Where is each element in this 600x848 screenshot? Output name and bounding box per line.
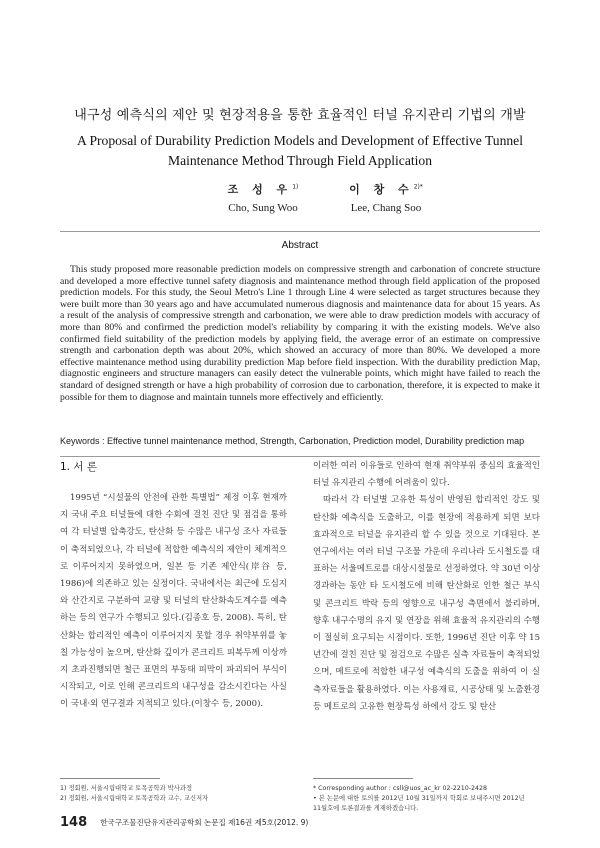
keywords-bottom-rule [60,456,540,457]
footnote: • 본 논문에 대한 토의를 2012년 10월 31일까지 학회로 보내주시면 2012년 [313,795,525,802]
author-1-mark: 1) [292,183,299,191]
body-paragraph: 이러한 여러 이유들로 인하여 현재 취약부위 중심의 효율적인 터널 유지관리 수행에 어려움이 있다. [313,461,540,489]
footnote-rule-left [60,778,160,779]
author-2-name-english: Lee, Chang Soo [350,202,422,214]
author-2-mark: 2)* [413,183,423,191]
author-2 [311,181,461,214]
body-paragraph: 1995년 “시설물의 안전에 관한 특별법” 제정 이후 현재까지 국내 주요 터널들에 대한 수회에 걸친 진단 및 점검을 통하여 각 터널별 압축강도, 탄산화 등 수많은 내구성 조사 자료들이 축적되었으나, 각 터널에 적합한 예측식의 제안이 체계적으로 이루어지지 못하였으며, 일본 등 기존 제안식(岸谷 등, 1986)에 의존하고 있는 실정이다. 국내에서는 최근에 도심지와 산간지로 구분하여 교량 및 터널의 탄산화속도계수를 예측하는 등의 연구가 수행되고 있다.(김종호 등, 2008). 특히, 탄산화는 합리적인 예측이 이루어지지 못할 경우 취약부위를 놓칠 가능성이 높으며, 탄산화 깊이가 콘크리트 피복두께 이상까지 초과진행되면 철근 표면의 부동태 피막이 파괴되어 부식이 시작되고, 이로 인해 콘크리트의 내구성을 감소시킨다는 사실이 국내·외 연구결과 지적되고 있다.(이창수 등, 2000). [60,493,287,710]
keywords-label: Keywords : [60,436,108,446]
section-heading-introduction: 1. 서 론 [60,461,97,473]
body-column-left [60,490,287,714]
keywords-text: Effective tunnel maintenance method, Strength, Carbonation, Prediction model, Durability prediction map [107,436,525,446]
page-number: 148 [60,815,88,830]
keywords [60,436,550,446]
footnote: 11월호에 토론결과를 게재하겠습니다. [313,805,419,812]
author-2-name-korean: 이 창 수$^{2)*}$ [349,183,423,196]
page-footer [60,812,460,831]
abstract-top-rule [60,231,540,232]
footnotes-right [313,784,543,814]
footnote-rule-right [313,778,413,779]
footnote: 1) 정회원, 서울시립대학교 토목공학과 박사과정 [60,785,193,792]
footnotes-left [60,784,290,804]
body-paragraph: 따라서 각 터널별 고유한 특성이 반영된 합리적인 강도 및 탄산화 예측식을 도출하고, 이를 현장에 적용하게 되면 보다 효과적으로 터널을 유지관리 할 수 있을 것으로 기대된다. 본 연구에서는 여러 터널 구조물 가운데 우리나라 도시철도를 대표하는 서울메트로를 대상시설물로 선정하였다. 약 30년 이상 경과하는 동안 타 도시철도에 비해 탄산화로 인한 철근 부식 및 콘크리트 박락 등의 영향으로 내구성 측면에서 불리하며, 향후 내구수명의 유지 및 연장을 위해 효율적 유지관리의 수행이 절실히 요구되는 시점이다. 또한, 1996년 진단 이후 약 15년간에 걸친 진단 및 점검으로 수많은 실측 자료들이 축적되었으며, 메트로에 적합한 내구성 예측식의 도출을 위하여 이 실측자료들을 활용하였다. 이는 사용재료, 시공상태 및 노출환경 등 메트로의 고유한 현장특성 하에서 강도 및 탄산 [313,495,540,712]
title-korean: 내구성 예측식의 제안 및 현장적용을 통한 효율적인 터널 유지관리 기법의 개발 [74,108,526,123]
title-english [60,131,540,171]
author-1-name-english: Cho, Sung Woo [228,202,298,214]
abstract-text: This study proposed more reasonable prediction models on compressive strength and carbonation of concrete structure and developed a more effective tunnel safety diagnosis and maintenance method through field application of the proposed prediction models. For this study, the Seoul Metro's Line 1 through Line 4 were selected as target structures because they were built more than 30 years ago and have accumulated numerous diagnosis and maintenance data for about 15 years. As a result of the analysis of compressive strength and carbonation, we were able to draw prediction models with accuracy of more than 80% and confirmed the prediction model's reliability by comparing it with the existing models. We've also confirmed field suitability of the prediction models by applying field, the average error of an estimate on compressive strength and carbonation depth was about 20%, which showed an accuracy of more than 80%. We developed a more effective maintenance method using durability prediction Map before field inspection. With the durability prediction Map, diagnostic engineers and structure managers can easily detect the vulnerable points, which might have failed to reach the standard of designed strength or have a high probability of corrosion due to carbonation, therefore, it is expected to make it possible for them to diagnose and maintain tunnels more effectively and efficiently. [60,264,540,403]
title-english-line-2: Maintenance Method Through Field Application [167,153,433,168]
footnote: * Corresponding author : csll@uos_ac_kr 02-2210-2428 [313,785,488,792]
body-column-right [313,458,540,716]
footnote: 2) 정회원, 서울시립대학교 토목공학과 교수, 교신저자 [60,795,209,802]
abstract-heading: Abstract [281,240,319,251]
author-1-name-korean: 조 성 우$^{1)}$ [227,183,299,196]
journal-name: 한국구조물진단유지관리공학회 논문집 제16권 제5호(2012. 9) [100,818,309,827]
title-english-line-1: A Proposal of Durability Prediction Models and Development of Effective Tunnel [76,133,523,148]
